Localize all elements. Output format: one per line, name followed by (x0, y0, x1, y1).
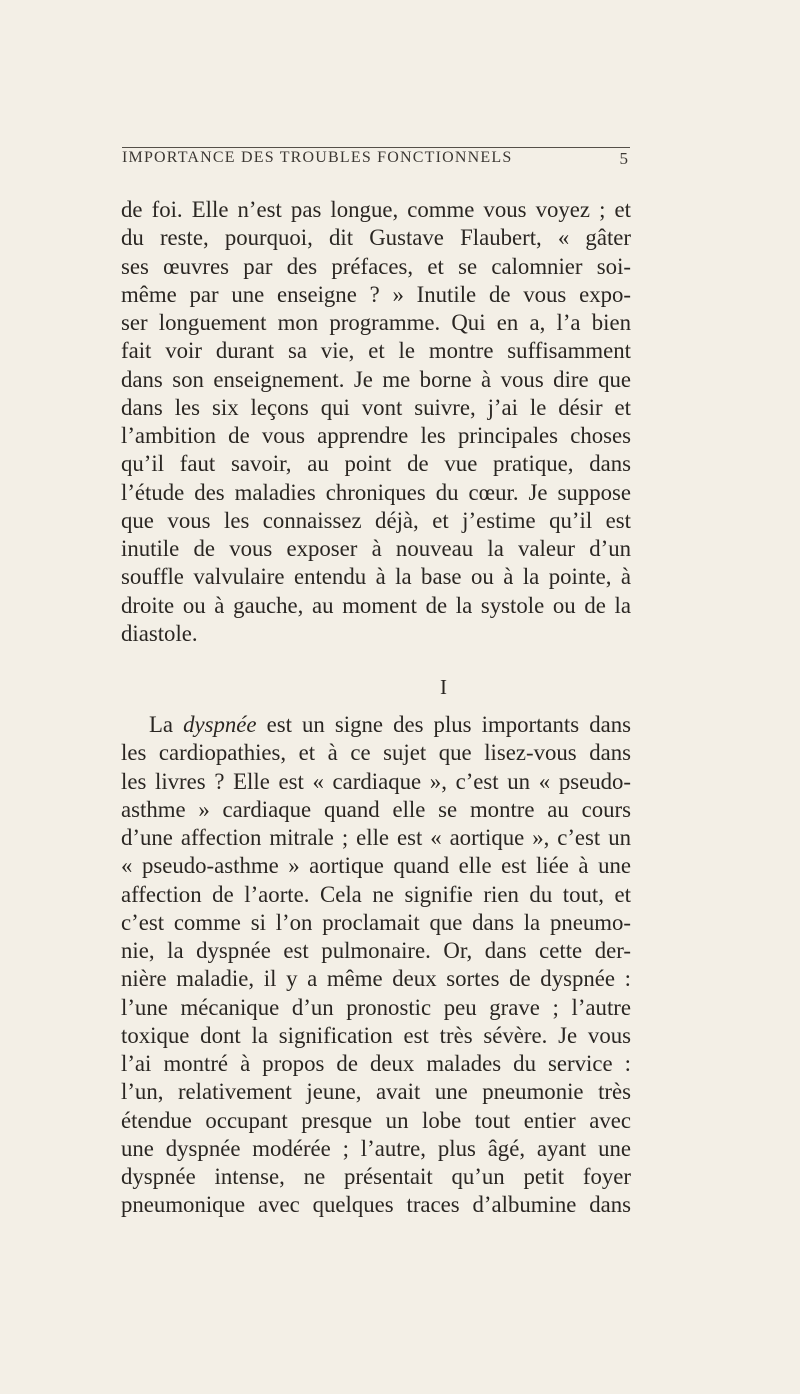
paragraph-two (121, 711, 631, 1220)
text-line (121, 711, 631, 739)
text-line: de foi. Elle n’est pas longue, comme vous voyez ; et (121, 197, 631, 222)
text-line: qu’il faut savoir, au point de vue pratique, dans (121, 451, 631, 477)
text-line: pneumonique avec quelques traces d’albumine dans (121, 1192, 631, 1218)
text-line: « pseudo-asthme » aortique quand elle est liée à une (121, 853, 631, 879)
text-line: du reste, pourquoi, dit Gustave Flaubert, « gâter (121, 225, 631, 251)
text-line: que vous les connaissez déjà, et j’estime qu’il est (121, 507, 631, 533)
text-line: une dyspnée modérée ; l’autre, plus âgé, ayant une (121, 1135, 631, 1161)
text-line: inutile de vous exposer à nouveau la valeur d’un (121, 536, 631, 561)
text-fragment: est un signe des plus importants dans (256, 712, 631, 737)
text-line: ses œuvres par des préfaces, et se calomnier soi- (121, 253, 631, 279)
text-line: l’un, relativement jeune, avait une pneumonie très (121, 1079, 631, 1105)
text-line: étendue occupant presque un lobe tout entier avec (121, 1107, 631, 1133)
text-line: dyspnée intense, ne présentait qu’un petit foyer (121, 1164, 631, 1189)
running-title: IMPORTANCE DES TROUBLES FONCTIONNELS (122, 149, 513, 166)
text-line: affection de l’aorte. Cela ne signifie rien du tout, et (121, 881, 631, 907)
text-line: diastole. (121, 620, 198, 646)
text-line: c’est comme si l’on proclamait que dans la pneumo- (121, 909, 631, 935)
text-line: l’ai montré à propos de deux malades du service : (121, 1051, 631, 1076)
page-number: 5 (619, 149, 628, 168)
text-line: droite ou à gauche, au moment de la systole ou de la (121, 592, 631, 618)
text-line: ser longuement mon programme. Qui en a, l’a bien (121, 310, 631, 335)
text-line: les cardiopathies, et à ce sujet que lisez-vous dans (121, 740, 631, 766)
text-line: les livres ? Elle est « cardiaque », c’est un « pseudo- (121, 768, 631, 794)
paragraph-one (121, 196, 631, 648)
text-line: fait voir durant sa vie, et le montre suffisamment (121, 338, 631, 364)
text-line: toxique dont la signification est très sévère. Je vous (121, 1022, 631, 1048)
text-fragment: La (149, 712, 184, 737)
text-line: dans son enseignement. Je me borne à vous dire que (121, 366, 631, 392)
text-line: souffle valvulaire entendu à la base ou à la pointe, à (121, 564, 631, 590)
text-line: dans les six leçons qui vont suivre, j’ai le désir et (121, 394, 631, 420)
text-line: d’une affection mitrale ; elle est « aortique », c’est un (121, 825, 631, 850)
text-line: l’ambition de vous apprendre les principales choses (121, 423, 631, 448)
text-line: l’une mécanique d’un pronostic peu grave ; l’autre (121, 994, 631, 1020)
text-line: nie, la dyspnée est pulmonaire. Or, dans cette der- (121, 938, 631, 963)
emphasis-dyspnee: dyspnée (183, 712, 257, 737)
text-line: asthme » cardiaque quand elle se montre au cours (121, 796, 631, 822)
page-header (122, 147, 630, 178)
text-line: même par une enseigne ? » Inutile de vous expo- (121, 281, 631, 307)
text-line: l’étude des maladies chroniques du cœur. Je suppose (121, 479, 631, 505)
text-line: nière maladie, il y a même deux sortes de dyspnée : (121, 966, 631, 992)
section-number: I (440, 675, 447, 699)
